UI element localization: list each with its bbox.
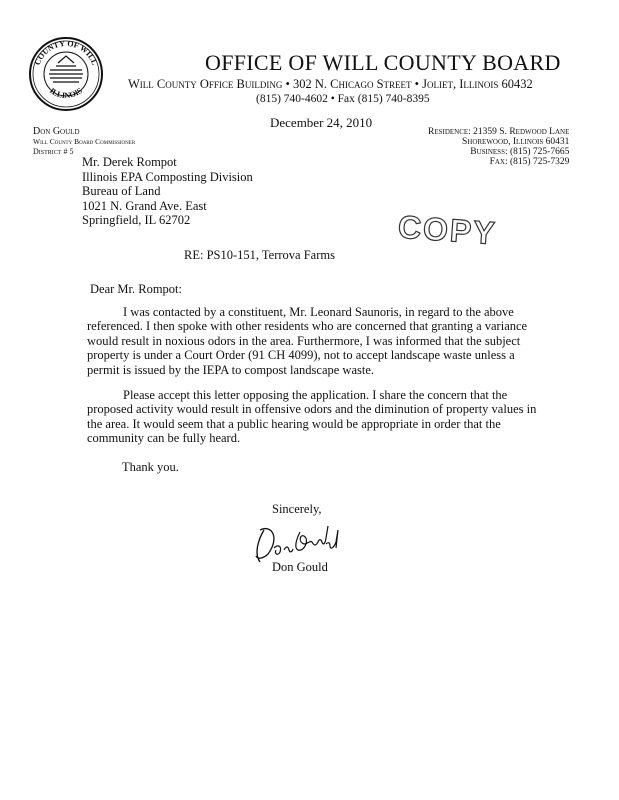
copy-stamp: COPY [396,208,498,252]
paragraph-1: I was contacted by a constituent, Mr. Leonard Saunoris, in regard to the above referenced. I then spoke with other residents who are concerned that granting a variance would result in noxious odors in the area. Furthermore, I was informed that the subject property is under a Court Order (91 CH 4099), not to accept landscape waste unless a permit is issued by the IEPA to compost landscape waste. [87,305,528,377]
recipient-name: Mr. Derek Rompot [82,155,177,169]
residence-block [428,127,569,167]
svg-text:COUNTY OF WILL: COUNTY OF WILL [32,38,100,67]
svg-text:ILLINOIS: ILLINOIS [47,86,84,101]
residence-line-4: Fax: (815) 725-7329 [489,157,570,167]
recipient-bureau: Bureau of Land [82,184,161,198]
thank-you: Thank you. [122,460,179,474]
sender-name: Don Gould [33,126,80,137]
sender-block [33,127,135,157]
recipient-division: Illinois EPA Composting Division [82,169,253,184]
residence-line-3: Business: (815) 725-7665 [470,147,570,157]
sender-district: District # 5 [33,147,74,156]
typed-signature-name: Don Gould [272,560,328,574]
office-phones: (815) 740-4602 • Fax (815) 740-8395 [256,93,430,105]
paragraph-2: Please accept this letter opposing the application. I share the concern that the proposed activity would result in offensive odors and the diminution of property values in the area. It would seem that a public hearing would be appropriate in order that the community can be fully heard. [87,388,537,446]
re-line: RE: PS10-151, Terrova Farms [184,248,335,262]
recipient-address [82,155,253,228]
county-seal-logo [28,36,104,112]
sincerely: Sincerely, [272,502,322,516]
sender-title: Will County Board Commissioner [33,137,136,146]
residence-line-2: Shorewood, Illinois 60431 [461,137,570,147]
residence-line-1: Residence: 21359 S. Redwood Lane [428,127,570,137]
recipient-city: Springfield, IL 62702 [82,213,191,227]
recipient-street: 1021 N. Grand Ave. East [82,198,207,213]
office-address: Will County Office Building • 302 N. Chicago Street • Joliet, Illinois 60432 [128,77,533,91]
office-title: OFFICE OF WILL COUNTY BOARD [205,50,561,75]
letter-date: December 24, 2010 [270,115,373,130]
salutation: Dear Mr. Rompot: [90,282,183,296]
